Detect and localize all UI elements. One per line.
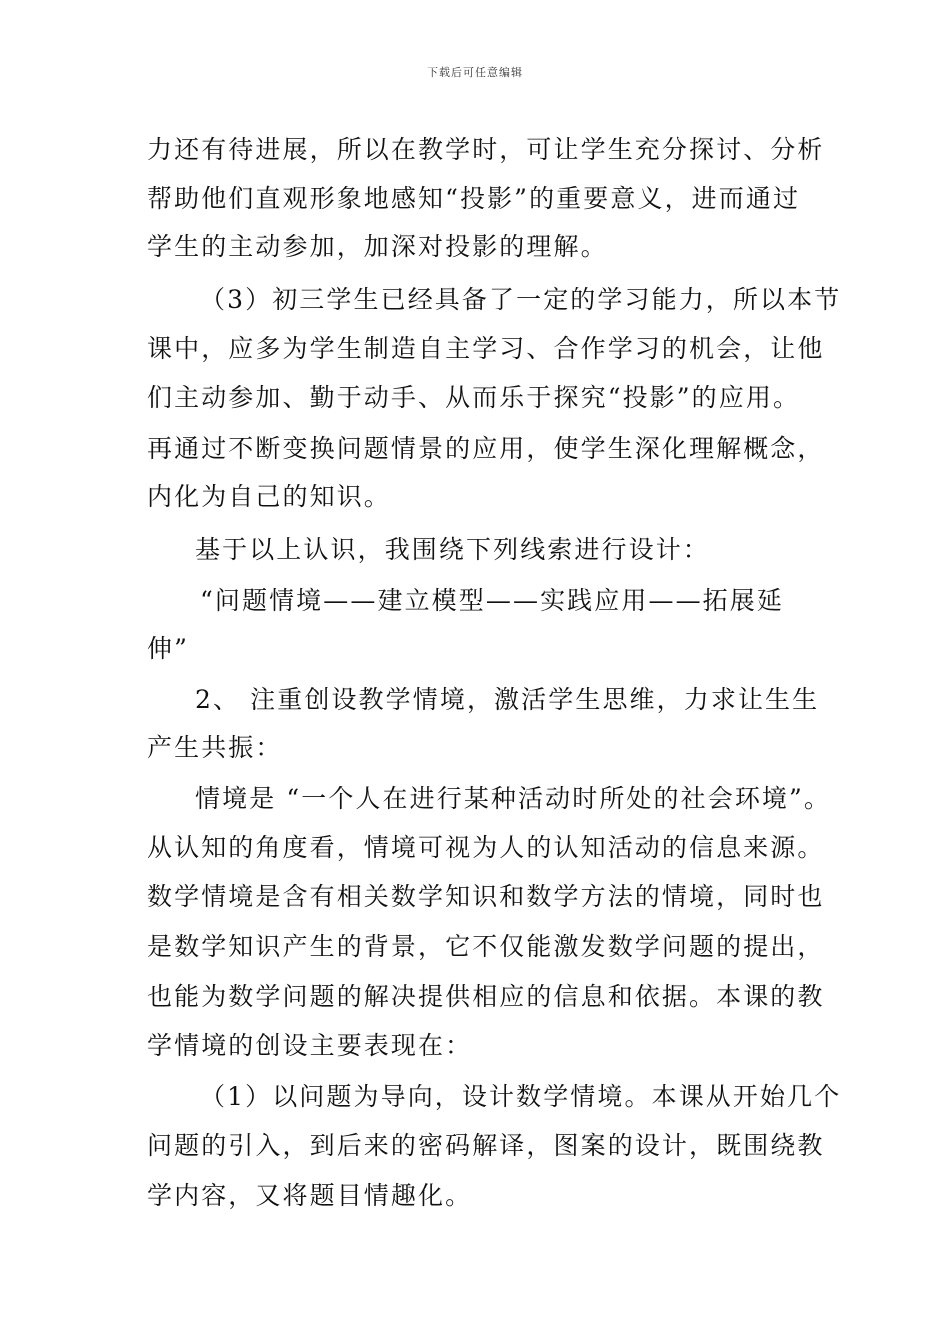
- text-line: 力还有待进展，所以在教学时，可让学生充分探讨、分析: [147, 135, 825, 164]
- text-line: （1）以问题为导向，设计数学情境。本课从开始几个: [200, 1082, 842, 1111]
- text-line: 们主动参加、勤于动手、从而乐于探究“投影”的应用。: [147, 383, 801, 412]
- text-line: 学内容，又将题目情趣化。: [147, 1181, 473, 1210]
- text-line: 基于以上认识，我围绕下列线索进行设计：: [195, 535, 710, 564]
- text-line: 伸”: [147, 634, 189, 663]
- text-line: 学情境的创设主要表现在：: [147, 1031, 473, 1060]
- text-line: 内化为自己的知识。: [147, 482, 391, 511]
- text-line: 是数学知识产生的背景，它不仅能激发数学问题的提出，: [147, 932, 825, 961]
- text-line: 课中，应多为学生制造自主学习、合作学习的机会，让他: [147, 334, 825, 363]
- text-line: 数学情境是含有相关数学知识和数学方法的情境，同时也: [147, 882, 825, 911]
- text-line: 2、 注重创设教学情境，激活学生思维，力求让生生: [195, 685, 820, 714]
- text-line: “问题情境——建立模型——实践应用——拓展延: [200, 586, 784, 615]
- text-line: 产生共振：: [147, 733, 283, 762]
- text-line: 也能为数学问题的解决提供相应的信息和依据。本课的教: [147, 982, 825, 1011]
- page-header: 下载后可任意编辑: [427, 66, 523, 79]
- text-line: 情境是 “一个人在进行某种活动时所处的社会环境”。: [195, 784, 832, 813]
- text-line: 帮助他们直观形象地感知“投影”的重要意义，进而通过: [147, 184, 801, 213]
- text-line: 问题的引入，到后来的密码解译，图案的设计，既围绕教: [147, 1131, 825, 1160]
- text-line: （3）初三学生已经具备了一定的学习能力，所以本节: [200, 285, 842, 314]
- text-line: 从认知的角度看，情境可视为人的认知活动的信息来源。: [147, 833, 825, 862]
- text-line: 学生的主动参加，加深对投影的理解。: [147, 232, 608, 261]
- text-line: 再通过不断变换问题情景的应用，使学生深化理解概念，: [147, 434, 825, 463]
